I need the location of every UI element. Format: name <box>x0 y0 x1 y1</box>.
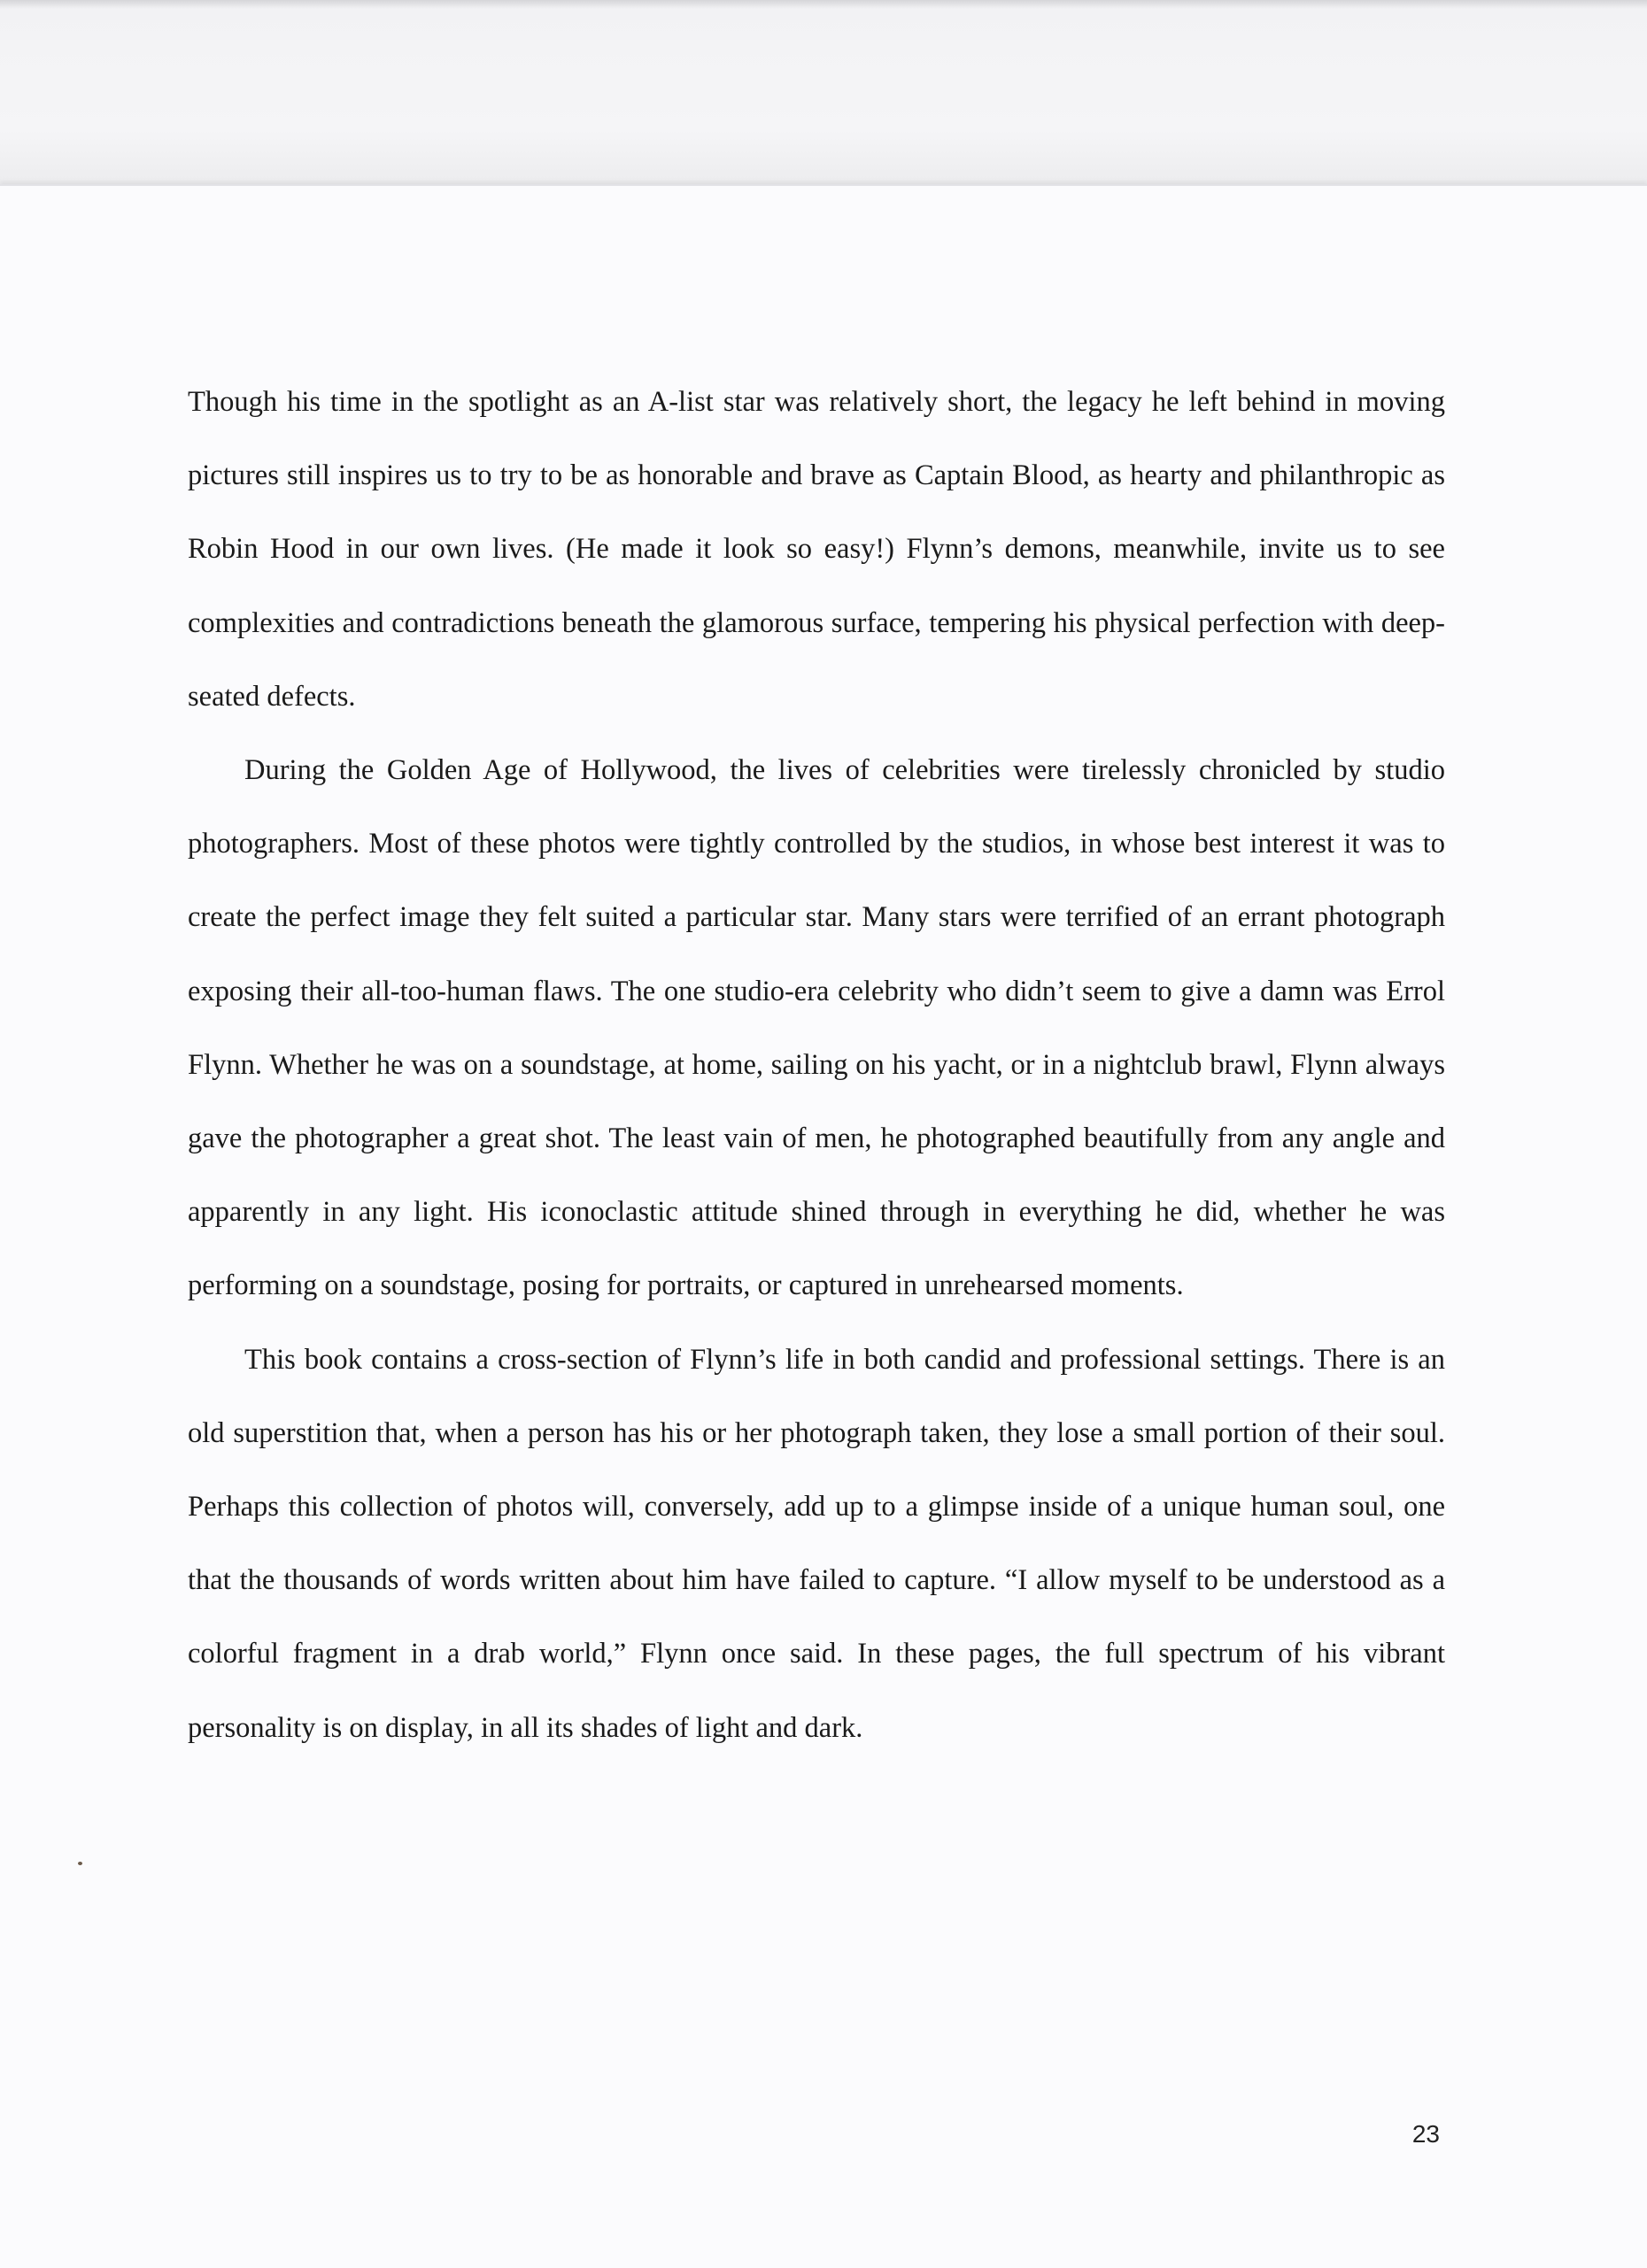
scan-speck <box>78 1862 82 1865</box>
paragraph-3: This book contains a cross-section of Flynn’s life in both candid and professional settings. There is an old superstition that, when a person has his or her photograph taken, they lose a small portion of their soul. Perhaps this collection of photos will, conversely, add up to a glimpse inside of a unique human soul, one that the thousands of words written about him have failed to capture. “I allow myself to be understood as a colorful fragment in a drab world,” Flynn once said. In these pages, the full spectrum of his vibrant personality is on display, in all its shades of light and dark. <box>188 1343 1445 1744</box>
scan-background <box>0 0 1647 186</box>
book-page <box>0 184 1647 2268</box>
page-number: 23 <box>1411 2120 1440 2148</box>
body-text <box>188 366 1445 1765</box>
scan-edge-shadow <box>0 0 1647 9</box>
paragraph-1: Though his time in the spotlight as an A-list star was relatively short, the legacy he left behind in moving pictures still inspires us to try to be as honorable and brave as Captain Blood, as hearty and philanthropic as Robin Hood in our own lives. (He made it look so easy!) Flynn’s demons, meanwhile, invite us to see complexities and contradictions beneath the glamorous surface, tempering his physical perfection with deep-seated defects. <box>188 386 1445 713</box>
paragraph-2: During the Golden Age of Hollywood, the lives of celebrities were tirelessly chronicled by studio photographers. Most of these photos were tightly controlled by the studios, in whose best interest it was to create the perfect image they felt suited a particular star. Many stars were terrified of an errant photograph exposing their all-too-human flaws. The one studio-era celebrity who didn’t seem to give a damn was Errol Flynn. Whether he was on a soundstage, at home, sailing on his yacht, or in a nightclub brawl, Flynn always gave the photographer a great shot. The least vain of men, he photographed beautifully from any angle and apparently in any light. His iconoclastic attitude shined through in everything he did, whether he was performing on a soundstage, posing for portraits, or captured in unrehearsed moments. <box>188 754 1445 1302</box>
